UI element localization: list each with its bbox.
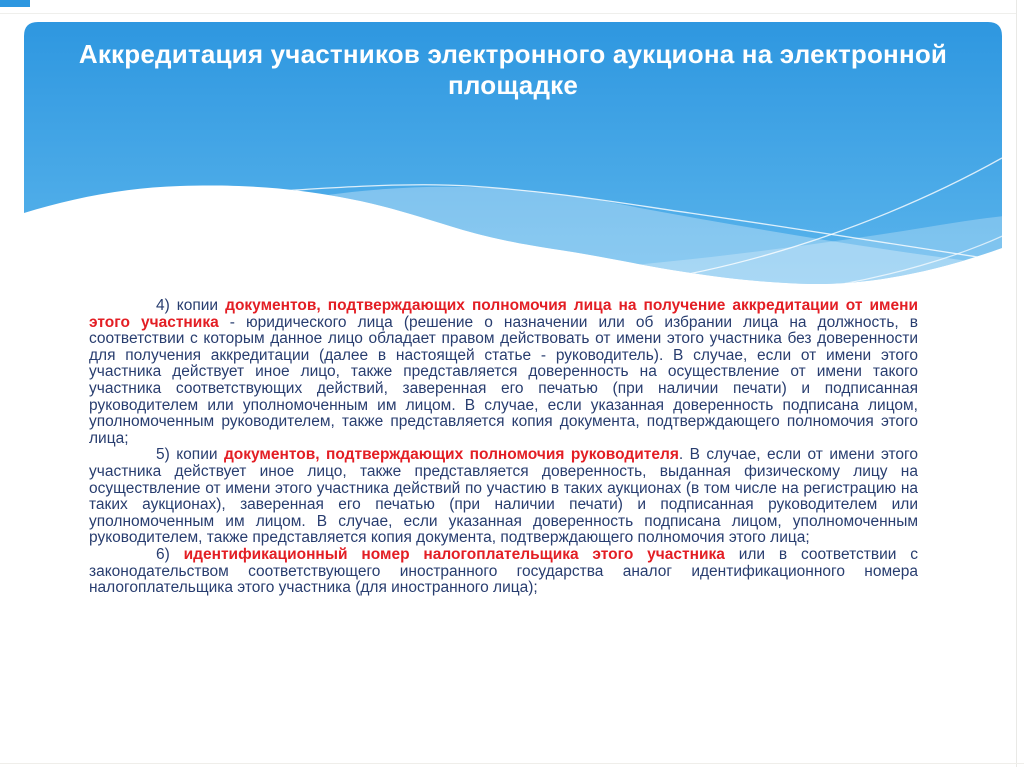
- page-title-line-1: Аккредитация участников электронного аукциона на электронной: [78, 39, 948, 69]
- body-text-block: [89, 298, 918, 597]
- paragraph-item-4: 4) копии документов, подтверждающих полномочия лица на получение аккредитации от имени этого участника - юридического лица (решение о назначении или об избрании лица на должность, в соответствии с которым данное лицо обладает правом действовать от имени этого участника без доверенности для получения аккредитации (далее в настоящей статье - руководитель). В случае, если от имени этого участника действует иное лицо, также представляется доверенность на осуществление от имени такого участника соответствующих действий, заверенная его печатью (при наличии печати) и подписанная руководителем или уполномоченным им лицом. В случае, если указанная доверенность подписана лицом, уполномоченным руководителем, также представляется копия документа, подтверждающего полномочия этого лица;: [89, 297, 918, 447]
- viewer-bottom-hairline: [0, 763, 1024, 764]
- paragraph-item-5: 5) копии документов, подтверждающих полномочия руководителя. В случае, если от имени этого участника действует иное лицо, также представляется доверенность, выданная физическому лицу на осуществление от имени этого участника действий по участию в таких аукционах (в том числе на регистрацию на таких аукционах), заверенная его печатью (при наличии печати) и подписанная руководителем или уполномоченным им лицом. В случае, если указанная доверенность подписана лицом, уполномоченным руководителем, также представляется копия документа, подтверждающего полномочия этого лица;: [89, 446, 918, 547]
- paragraph-item-6: 6) идентификационный номер налогоплательщика этого участника или в соответствии с законодательством соответствующего иностранного государства аналог идентификационного номера налогоплательщика этого участника (для иностранного лица);: [89, 545, 918, 597]
- page-title: [24, 39, 1002, 101]
- page-title-line-2: площадке: [447, 70, 579, 100]
